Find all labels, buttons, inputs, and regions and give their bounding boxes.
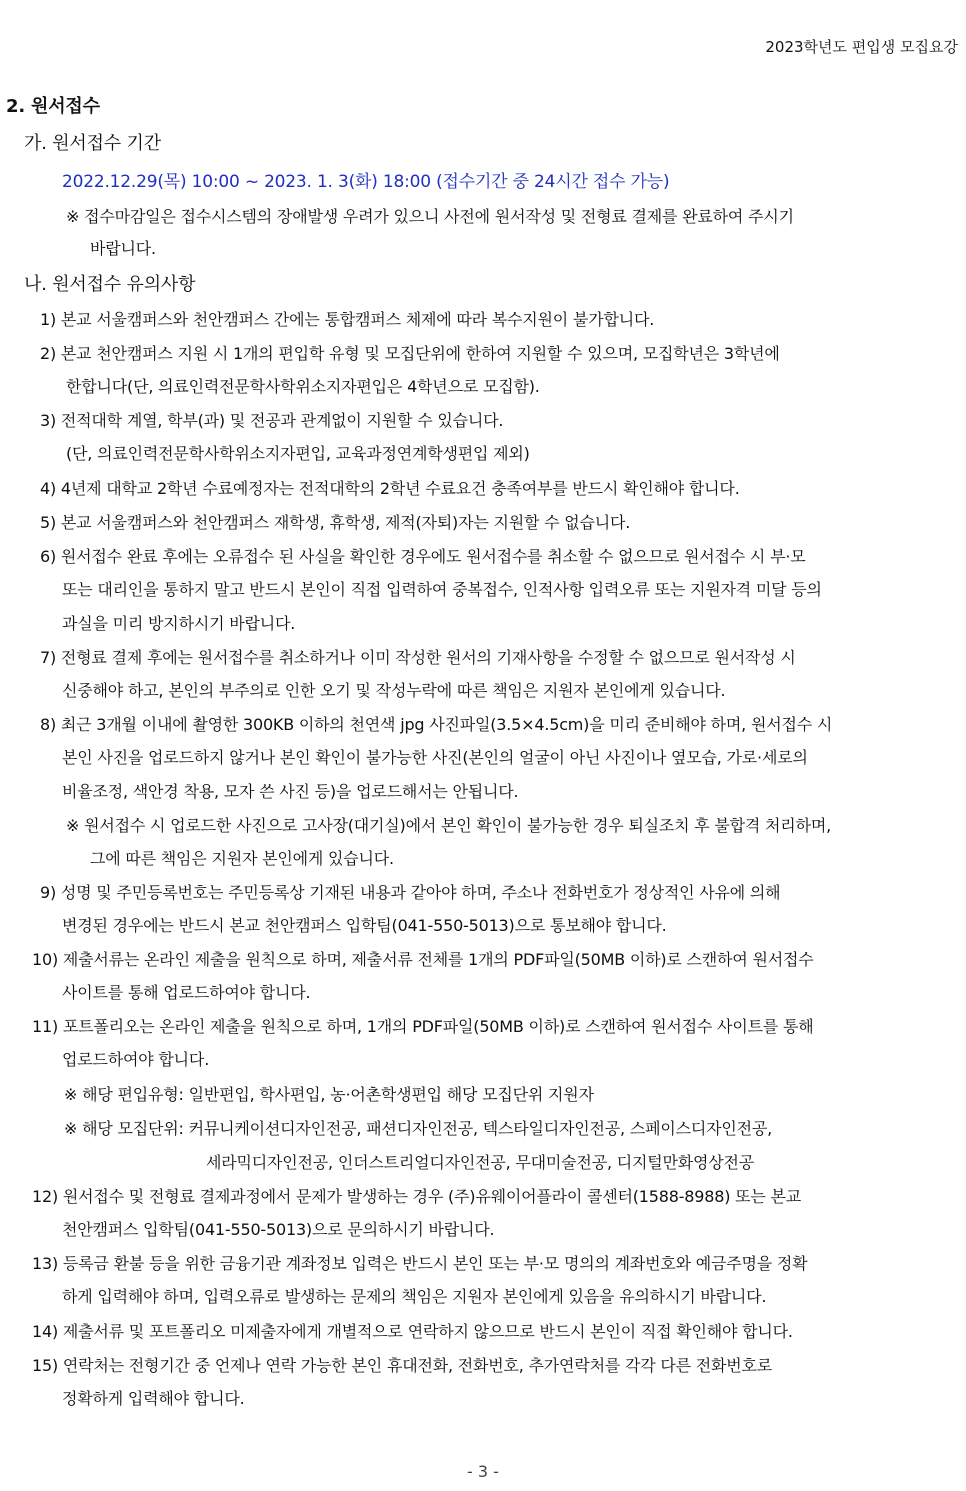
notice-item-7-line-1: 7) 전형료 결제 후에는 원서접수를 취소하거나 이미 작성한 원서의 기재사항을 수정할 수 없으므로 원서작성 시 [40,648,796,667]
notice-item-8-note-line-2: 그에 따른 책임은 지원자 본인에게 있습니다. [90,849,394,868]
subsection-b-title: 나. 원서접수 유의사항 [24,274,196,295]
notice-item-2-line-1: 2) 본교 천안캠퍼스 지원 시 1개의 편입학 유형 및 모집단위에 한하여 지원할 수 있으며, 모집학년은 3학년에 [40,344,780,363]
notice-item-10-line-1: 10) 제출서류는 온라인 제출을 원칙으로 하며, 제출서류 전체를 1개의 PDF파일(50MB 이하)로 스캔하여 원서접수 [32,950,814,969]
notice-item-8-note-line-1: ※ 원서접수 시 업로드한 사진으로 고사장(대기실)에서 본인 확인이 불가능한 경우 퇴실조치 후 불합격 처리하며, [66,816,831,835]
section-title: 2. 원서접수 [6,96,100,117]
application-period: 2022.12.29(목) 10:00 ~ 2023. 1. 3(화) 18:00 (접수기간 중 24시간 접수 가능) [62,172,670,192]
notice-item-8-line-1: 8) 최근 3개월 이내에 촬영한 300KB 이하의 천연색 jpg 사진파일(3.5×4.5cm)을 미리 준비해야 하며, 원서접수 시 [40,715,833,734]
notice-item-13-line-2: 하게 입력해야 하며, 입력오류로 발생하는 문제의 책임은 지원자 본인에게 있음을 유의하시기 바랍니다. [62,1287,767,1306]
subsection-a-title: 가. 원서접수 기간 [24,133,161,154]
document-header: 2023학년도 편입생 모집요강 [765,38,958,56]
notice-item-15-line-2: 정확하게 입력해야 합니다. [62,1389,245,1408]
period-note-line-2: 바랍니다. [90,239,156,258]
period-note-line-1: ※ 접수마감일은 접수시스템의 장애발생 우려가 있으니 사전에 원서작성 및 전형료 결제를 완료하여 주시기 [66,207,794,226]
notice-item-3-line-1: 3) 전적대학 계열, 학부(과) 및 전공과 관계없이 지원할 수 있습니다. [40,411,504,430]
notice-item-1: 1) 본교 서울캠퍼스와 천안캠퍼스 간에는 통합캠퍼스 체제에 따라 복수지원이 불가합니다. [40,310,655,329]
notice-item-6-line-1: 6) 원서접수 완료 후에는 오류접수 된 사실을 확인한 경우에도 원서접수를 취소할 수 없으므로 원서접수 시 부·모 [40,547,806,566]
notice-item-6-line-2: 또는 대리인을 통하지 말고 반드시 본인이 직접 입력하여 중복접수, 인적사항 입력오류 또는 지원자격 미달 등의 [62,580,822,599]
notice-item-15-line-1: 15) 연락처는 전형기간 중 언제나 연락 가능한 본인 휴대전화, 전화번호, 추가연락처를 각각 다른 전화번호로 [32,1356,773,1375]
notice-item-4: 4) 4년제 대학교 2학년 수료예정자는 전적대학의 2학년 수료요건 충족여부를 반드시 확인해야 합니다. [40,479,740,498]
notice-item-2-line-2: 한합니다(단, 의료인력전문학사학위소지자편입은 4학년으로 모집함). [66,377,540,396]
notice-item-10-line-2: 사이트를 통해 업로드하여야 합니다. [62,983,311,1002]
notice-item-6-line-3: 과실을 미리 방지하시기 바랍니다. [62,614,296,633]
notice-item-12-line-2: 천안캠퍼스 입학팀(041-550-5013)으로 문의하시기 바랍니다. [62,1220,495,1239]
notice-item-11-line-2: 업로드하여야 합니다. [62,1050,210,1069]
notice-item-3-line-2: (단, 의료인력전문학사학위소지자편입, 교육과정연계학생편입 제외) [66,444,530,463]
page-number: - 3 - [467,1462,499,1481]
notice-item-11-note-units-line-1: ※ 해당 모집단위: 커뮤니케이션디자인전공, 패션디자인전공, 텍스타일디자인전공, 스페이스디자인전공, [64,1119,773,1138]
notice-item-11-note-units-line-2: 세라믹디자인전공, 인더스트리얼디자인전공, 무대미술전공, 디지털만화영상전공 [206,1153,755,1172]
notice-item-8-line-3: 비율조정, 색안경 착용, 모자 쓴 사진 등)을 업로드해서는 안됩니다. [62,782,519,801]
notice-item-9-line-1: 9) 성명 및 주민등록번호는 주민등록상 기재된 내용과 같아야 하며, 주소나 전화번호가 정상적인 사유에 의해 [40,883,781,902]
notice-item-5: 5) 본교 서울캠퍼스와 천안캠퍼스 재학생, 휴학생, 제적(자퇴)자는 지원할 수 없습니다. [40,513,631,532]
notice-item-12-line-1: 12) 원서접수 및 전형료 결제과정에서 문제가 발생하는 경우 (주)유웨이어플라이 콜센터(1588-8988) 또는 본교 [32,1187,802,1206]
notice-item-11-note-type: ※ 해당 편입유형: 일반편입, 학사편입, 농·어촌학생편입 해당 모집단위 지원자 [64,1085,594,1104]
notice-item-13-line-1: 13) 등록금 환불 등을 위한 금융기관 계좌정보 입력은 반드시 본인 또는 부·모 명의의 계좌번호와 예금주명을 정확 [32,1254,808,1273]
notice-item-14: 14) 제출서류 및 포트폴리오 미제출자에게 개별적으로 연락하지 않으므로 반드시 본인이 직접 확인해야 합니다. [32,1322,793,1341]
notice-item-11-line-1: 11) 포트폴리오는 온라인 제출을 원칙으로 하며, 1개의 PDF파일(50MB 이하)로 스캔하여 원서접수 사이트를 통해 [32,1017,814,1036]
notice-item-7-line-2: 신중해야 하고, 본인의 부주의로 인한 오기 및 작성누락에 따른 책임은 지원자 본인에게 있습니다. [62,681,726,700]
notice-item-8-line-2: 본인 사진을 업로드하지 않거나 본인 확인이 불가능한 사진(본인의 얼굴이 아닌 사진이나 옆모습, 가로·세로의 [62,748,808,767]
notice-item-9-line-2: 변경된 경우에는 반드시 본교 천안캠퍼스 입학팀(041-550-5013)으로 통보해야 합니다. [62,916,667,935]
